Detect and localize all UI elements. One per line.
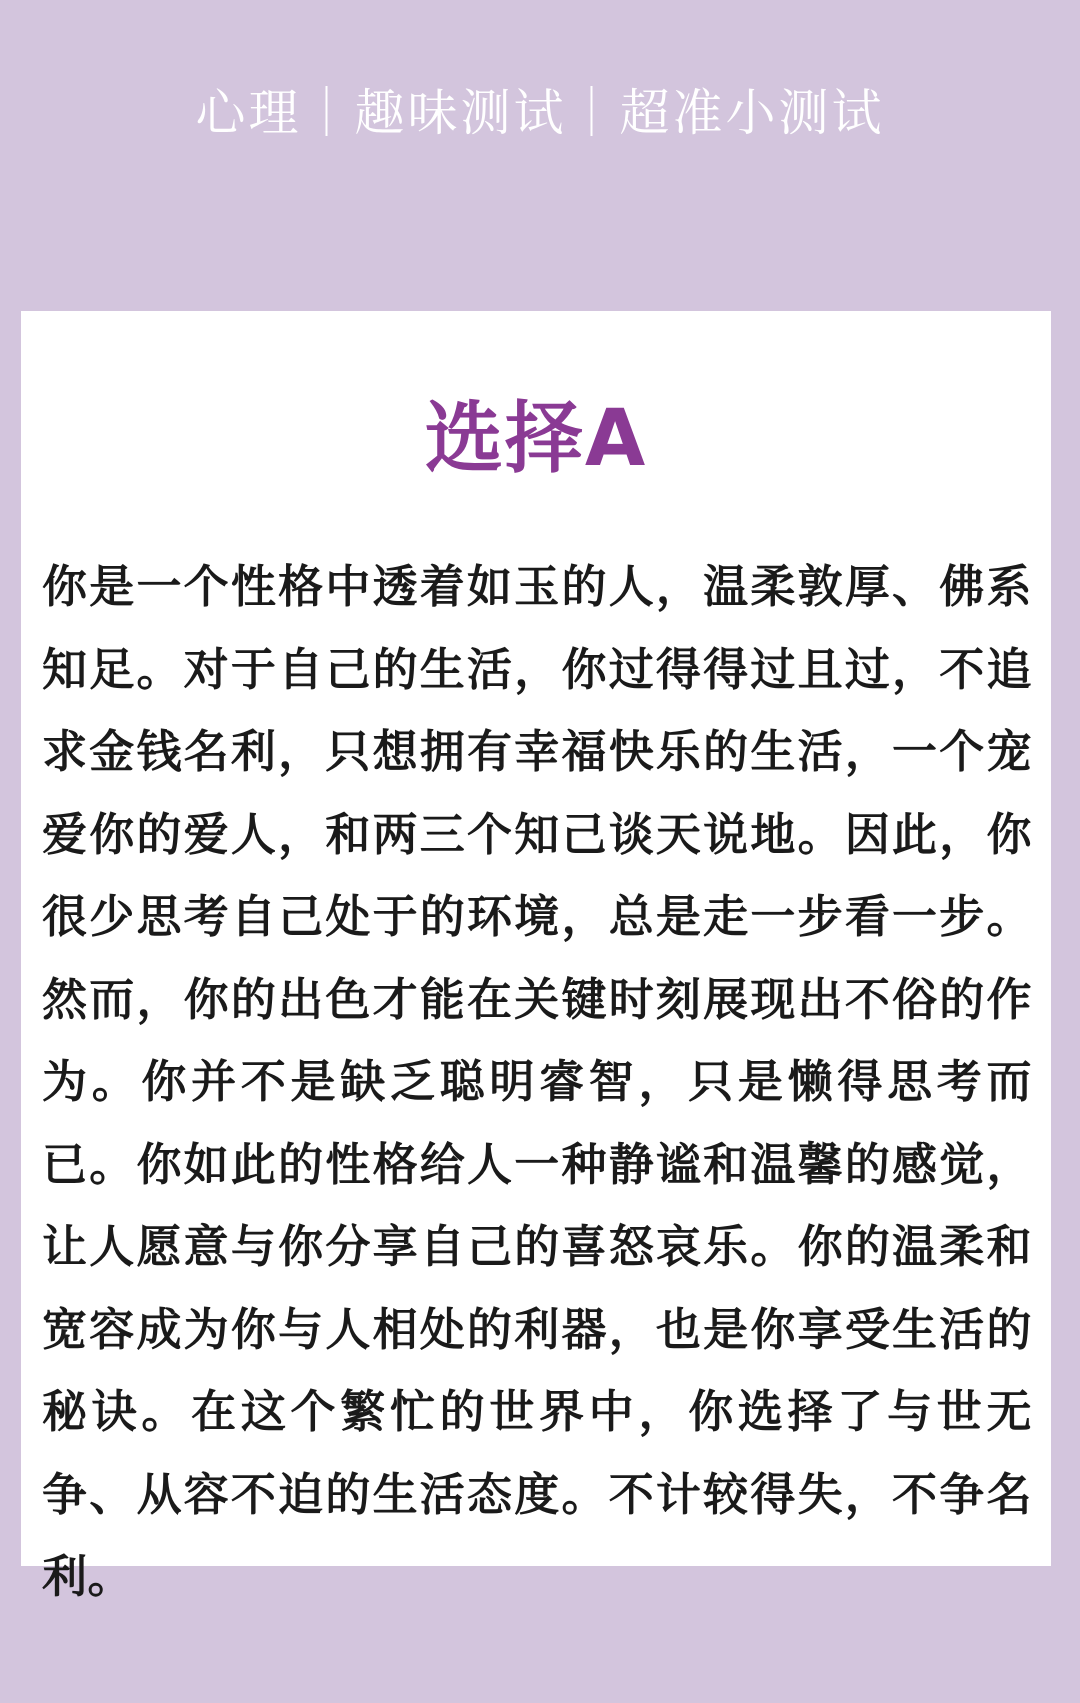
result-card (21, 311, 1051, 1603)
header-tagline: 心理｜趣味测试｜超准小测试 (195, 84, 885, 142)
result-description: 你是一个性格中透着如玉的人，温柔敦厚、佛系知足。对于自己的生活，你过得得过且过，不追求金钱名利，只想拥有幸福快乐的生活，一个宠爱你的爱人，和两三个知己谈天说地。因此，你很少思考自己处于的环境，总是走一步看一步。然而，你的出色才能在关键时刻展现出不俗的作为。你并不是缺乏聪明睿智，只是懒得思考而已。你如此的性格给人一种静谧和温馨的感觉，让人愿意与你分享自己的喜怒哀乐。你的温柔和宽容成为你与人相处的利器，也是你享受生活的秘诀。在这个繁忙的世界中，你选择了与世无争、从容不迫的生活态度。不计较得失，不争名利。 (42, 560, 1032, 1603)
result-title: 选择A (424, 394, 648, 484)
